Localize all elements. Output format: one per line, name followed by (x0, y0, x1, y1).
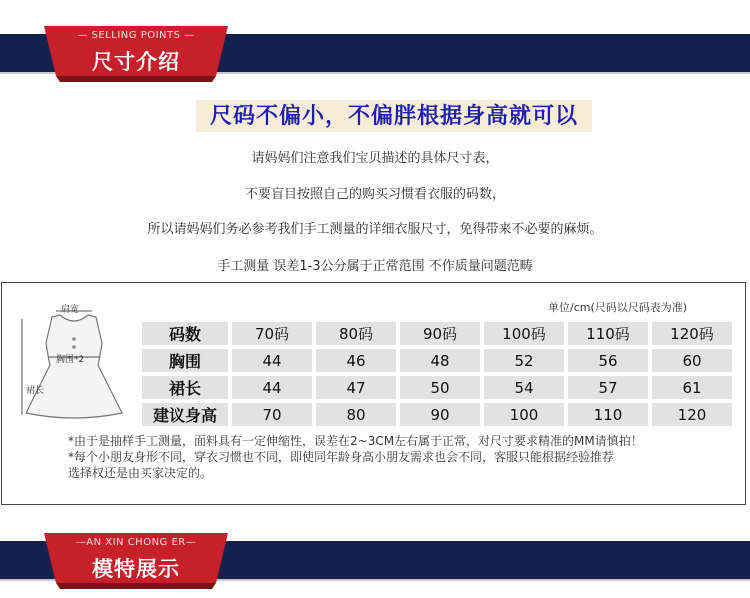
intro-line-4: 手工测量 误差1-3公分属于正常范围 不作质量问题范畴 (217, 259, 533, 274)
length-label: 裙长 (26, 386, 45, 396)
table-cell: 110 (566, 401, 650, 428)
size-col-header: 70码 (230, 320, 314, 347)
banner-subtitle: — SELLING POINTS — (77, 30, 195, 41)
footnote-1: *由于是抽样手工测量，面料具有一定伸缩性，误差在2~3CM左右属于正常，对尺寸要求精准的MM请慎拍！ (68, 434, 643, 448)
table-cell: 61 (650, 374, 734, 401)
size-table (140, 320, 734, 428)
size-col-header: 90码 (398, 320, 482, 347)
banner-title: 模特展示 (92, 557, 180, 581)
size-col-header: 110码 (566, 320, 650, 347)
size-col-header: 100码 (482, 320, 566, 347)
table-cell: 120 (650, 401, 734, 428)
table-cell: 80 (314, 401, 398, 428)
size-col-header: 80码 (314, 320, 398, 347)
table-cell: 52 (482, 347, 566, 374)
table-cell: 90 (398, 401, 482, 428)
size-col-header: 120码 (650, 320, 734, 347)
table-cell: 56 (566, 347, 650, 374)
headline: 尺码不偏小，不偏胖根据身高就可以 (196, 100, 592, 132)
footnote-3: 选择权还是由买家决定的。 (68, 466, 213, 480)
intro-line-2: 不要盲目按照自己的购买习惯看衣服的码数， (244, 187, 505, 202)
dress-diagram (14, 305, 134, 425)
header-label: 码数 (140, 320, 230, 347)
table-row-length (140, 374, 734, 401)
section-banner-model-show (0, 507, 750, 587)
banner-subtitle: —AN XIN CHONG ER— (75, 537, 197, 548)
banner-tag (44, 26, 228, 82)
table-row-chest (140, 347, 734, 374)
row-label: 建议身高 (140, 401, 230, 428)
table-cell: 46 (314, 347, 398, 374)
unit-note: 单位/cm(尺码以尺码表为准) (548, 301, 688, 314)
row-label: 胸围 (140, 347, 230, 374)
intro-line-1: 请妈妈们注意我们宝贝描述的具体尺寸表， (251, 151, 499, 166)
row-label: 裙长 (140, 374, 230, 401)
chest-label: 胸围*2 (56, 355, 85, 365)
table-cell: 50 (398, 374, 482, 401)
table-cell: 54 (482, 374, 566, 401)
intro-line-3: 所以请妈妈们务必参考我们手工测量的详细衣服尺寸，免得带来不必要的麻烦。 (147, 222, 603, 237)
dress-outline-icon (14, 305, 134, 425)
table-row-height (140, 401, 734, 428)
section-banner-size-intro (0, 0, 750, 80)
table-cell: 48 (398, 347, 482, 374)
shoulder-label: 肩宽 (61, 305, 80, 315)
table-cell: 100 (482, 401, 566, 428)
banner-tag (44, 533, 228, 589)
table-cell: 44 (230, 374, 314, 401)
footnote-2: *每个小朋友身形不同，穿衣习惯也不同，即使同年龄身高小朋友需求也会不同，客服只能根据经验推荐 (68, 450, 615, 464)
banner-title: 尺寸介绍 (92, 50, 180, 74)
table-cell: 60 (650, 347, 734, 374)
table-cell: 47 (314, 374, 398, 401)
table-cell: 44 (230, 347, 314, 374)
table-cell: 57 (566, 374, 650, 401)
table-cell: 70 (230, 401, 314, 428)
table-header-row (140, 320, 734, 347)
